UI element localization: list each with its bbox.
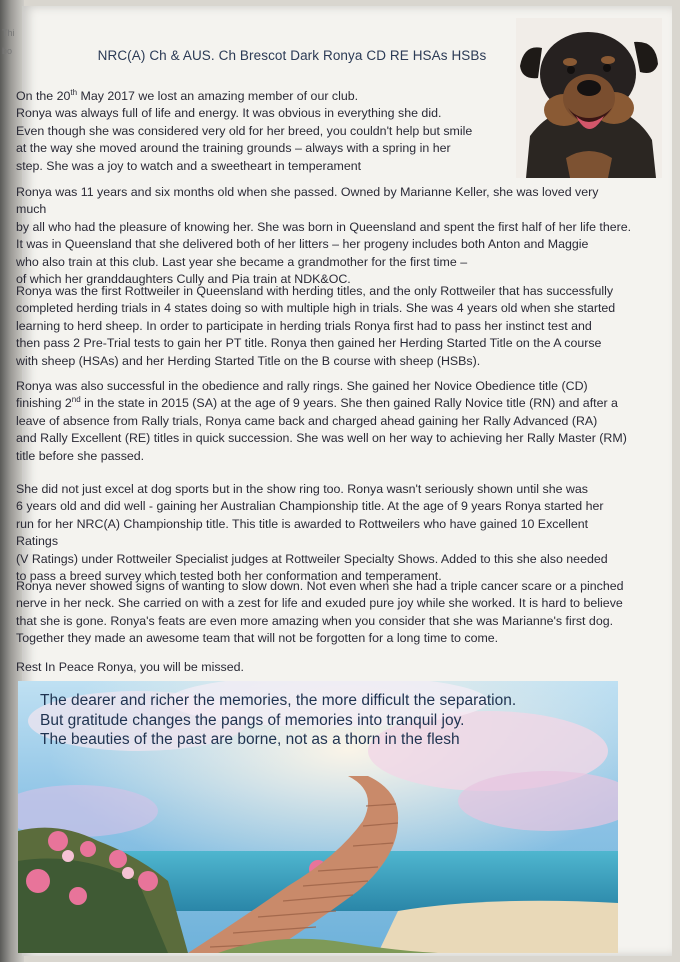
text-line: completed herding trials in 4 states doing so with multiple high in trials. She was 4 years old when she started — [16, 301, 616, 316]
margin-bleed-text: bo — [2, 46, 13, 56]
show-ring-paragraph — [16, 481, 632, 585]
text-span: in the state in 2015 (SA) at the age of 9 years. She then gained Rally Novice title (RN) and after a — [80, 396, 618, 411]
intro-paragraph — [16, 88, 476, 175]
text-line: that she is gone. Ronya's feats are even more amazing when you consider that she was Marianne's first dog. — [16, 613, 614, 628]
text-line: 6 years old and did well - gaining her Australian Championship title. At the age of 9 years Ronya started her — [16, 499, 604, 514]
farewell-line — [16, 659, 632, 676]
text-line: step. She was a joy to watch and a sweetheart in temperament — [16, 158, 362, 173]
quote-line: The beauties of the past are borne, not as a thorn in the flesh — [40, 731, 460, 748]
rottweiler-portrait-image — [516, 18, 662, 178]
text-line: to pass a breed survey which tested both her conformation and temperament. — [16, 569, 442, 584]
text-line: and Rally Excellent (RE) titles in quick succession. She was well on her way to achieving her Rally Master (RM) — [16, 431, 627, 446]
text-line: leave of absence from Rally trials, Ronya came back and charged ahead gaining her Rally Advanced (RA) — [16, 413, 598, 428]
text-span: On the 20 — [16, 89, 71, 103]
text-line: learning to herd sheep. In order to participate in herding trials Ronya first had to pass her instinct test and — [16, 318, 592, 333]
biography-paragraph — [16, 184, 632, 288]
memorial-quote — [40, 691, 600, 750]
text-line — [16, 88, 476, 105]
text-line: Even though she was considered very old for her breed, you couldn't help but smile — [16, 123, 473, 138]
margin-bleed-text: Thi — [2, 28, 15, 38]
text-line: (V Ratings) under Rottweiler Specialist judges at Rottweiler Specialty Shows. Added to this she also needed — [16, 551, 608, 566]
text-line: who also train at this club. Last year she became a grandmother for the first time – — [16, 254, 468, 269]
closing-paragraph — [16, 578, 632, 648]
text-line: Ronya was also successful in the obedience and rally rings. She gained her Novice Obedience title (CD) — [16, 379, 588, 393]
quote-line: But gratitude changes the pangs of memories into tranquil joy. — [40, 711, 465, 729]
superscript: th — [70, 87, 78, 97]
text-line: by all who had the pleasure of knowing her. She was born in Queensland and spent the first half of her life there. — [16, 219, 632, 234]
text-line: of which her granddaughters Cully and Pia train at NDK&OC. — [16, 272, 351, 287]
text-line: nerve in her neck. She carried on with a zest for life and exuded pure joy while she worked. It is hard to believe — [16, 596, 623, 611]
text-line: Ronya never showed signs of wanting to slow down. Not even when she had a triple cancer scare or a pinched — [16, 579, 624, 593]
rottweiler-photo — [516, 18, 662, 178]
text-line — [16, 395, 632, 412]
memorial-banner — [18, 681, 618, 953]
obedience-paragraph — [16, 378, 632, 465]
text-line: at the way she moved around the training grounds – always with a spring in her — [16, 141, 451, 156]
text-line: title before she passed. — [16, 448, 145, 463]
text-line: It was in Queensland that she delivered both of her litters – her progeny includes both Anton and Maggie — [16, 237, 589, 252]
text-line: with sheep (HSAs) and her Herding Started Title on the B course with sheep (HSBs). — [16, 353, 481, 368]
text-line: Rest In Peace Ronya, you will be missed. — [16, 660, 244, 674]
text-line: Ronya was 11 years and six months old when she passed. Owned by Marianne Keller, she was loved very much — [16, 185, 599, 217]
text-line: Ronya was the first Rottweiler in Queensland with herding titles, and the only Rottweiler that has successfully — [16, 284, 614, 298]
superscript: nd — [71, 395, 81, 405]
text-line: Together they made an awesome team that will not be forgotten for a long time to come. — [16, 631, 499, 646]
text-line: then pass 2 Pre-Trial tests to gain her PT title. Ronya then gained her Herding Started Title on the A course — [16, 336, 602, 351]
page-title: NRC(A) Ch & AUS. Ch Brescot Dark Ronya CD RE HSAs HSBs — [97, 48, 487, 63]
quote-line: The dearer and richer the memories, the more difficult the separation. — [40, 692, 517, 709]
herding-paragraph — [16, 283, 632, 370]
text-line: run for her NRC(A) Championship title. This title is awarded to Rottweilers who have gained 10 Excellent Ratings — [16, 516, 589, 549]
text-line: She did not just excel at dog sports but in the show ring too. Ronya wasn't seriously shown until she was — [16, 482, 588, 496]
text-span: May 2017 we lost an amazing member of our club. — [77, 89, 359, 103]
text-line: Ronya was always full of life and energy. It was obvious in everything she did. — [16, 106, 442, 121]
text-span: finishing 2 — [16, 396, 72, 411]
